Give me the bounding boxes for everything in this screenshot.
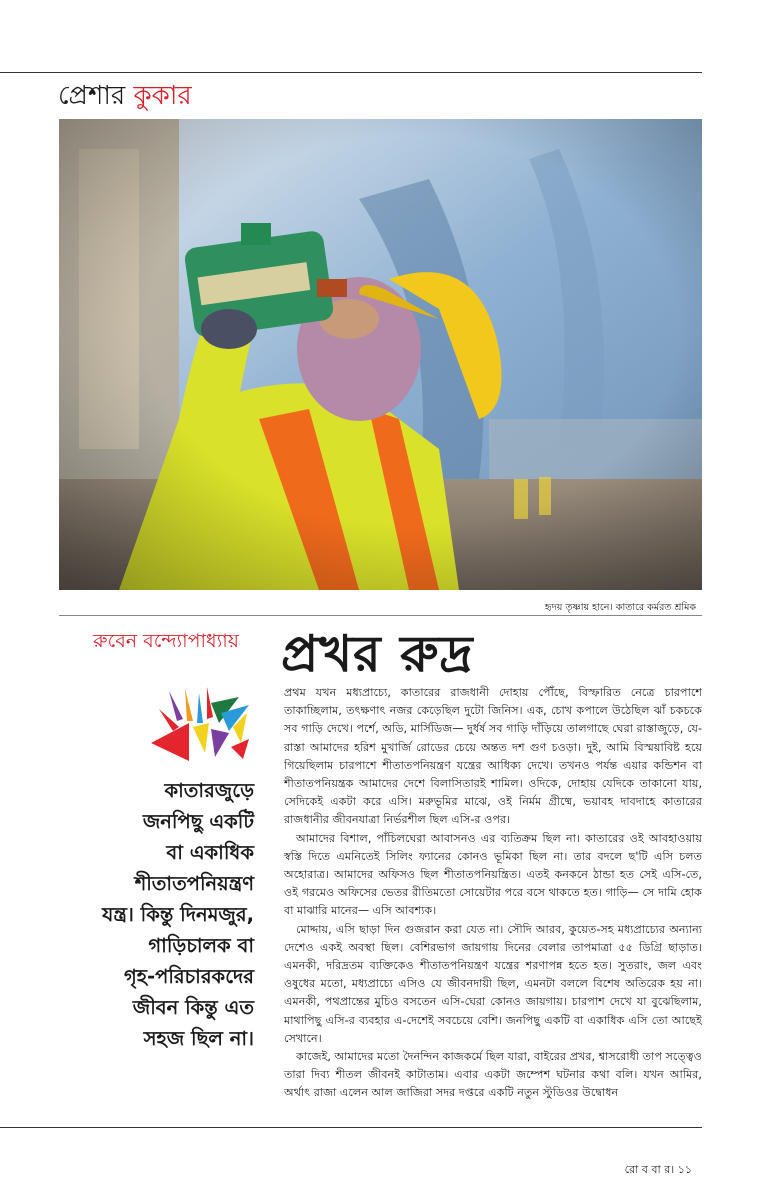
article-headline: প্রখর রুদ্র: [281, 625, 474, 683]
body-paragraph: আমাদের বিশাল, পাঁচিলঘেরা আবাসনও এর ব্যতিক্রম ছিল না। কাতারের ওই আবহাওয়ায় স্বস্তি দিতে এমনিতেই সিলিং ফ্যানের কোনও ভূমিকা ছিল না। তার বদলে ছ'টি এসি চলত অহোরাত্র। আমাদের অফিসও ছিল শীতাতপনিয়ন্ত্রিত। এতই কনকনে ঠান্ডা হত সেই এসি-তে, ওই গরমেও অফিসের ভেতর রীতিমতো সোয়েটার পরে বসে থাকতে হত। গাড়ি— সে দামি হোক বা মাঝারি মানের— এসি আবশ্যক।: [284, 831, 702, 918]
top-rule: [0, 72, 702, 73]
worker-photo: [59, 119, 702, 590]
pull-quote-line: যন্ত্র। কিন্তু দিনমজুর,: [102, 903, 254, 926]
pull-quote: [84, 775, 254, 1054]
pull-quote-line: সহজ ছিল না।: [143, 1027, 254, 1050]
section-title-part2: কুকার: [133, 81, 192, 111]
pull-quote-line: বা একাধিক: [166, 841, 254, 864]
body-paragraph: প্রথম যখন মধ্যপ্রাচ্যে, কাতারের রাজধানী দোহায় পৌঁছে, বিস্ফারিত নেত্রে চারপাশে তাকাচ্ছিলাম, তৎক্ষণাৎ নজর কেড়েছিল দুটো জিনিস। এক, চোখ কপালে উঠেছিল ঝাঁ চকচকে সব গাড়ি দেখে। পর্শে, অডি, মার্সিডিজ— দুর্ধর্ষ সব গাড়ি দাঁড়িয়ে তালগাছে ঘেরা রাস্তাজুড়ে, যে-রাস্তা আমাদের হরিশ মুখার্জি রোডের চেয়ে অন্তত দশ গুণ চওড়া। দুই, আমি বিস্ময়াবিষ্ট হয়ে গিয়েছিলাম চারপাশে শীতাতপনিয়ন্ত্রণ যন্ত্রের আধিক্য দেখে। তখনও পর্যন্ত এয়ার কন্ডিশন বা শীতাতপনিয়ন্ত্রক আমাদের দেশে বিলাসিতারই শামিল। ওদিকে, দোহায় যেদিকে তাকানো যায়, সেদিকেই একটা করে এসি। মরুভূমির মাঝে, ওই নির্মম গ্রীষ্মে, ভয়াবহ দাবদাহে কাতারের রাজধানীর জীবনযাত্রা নির্ভরশীল ছিল এসি-র ওপর।: [284, 686, 702, 827]
worker-drinking-illustration: [59, 119, 702, 590]
pull-quote-line: গৃহ-পরিচারকদের: [123, 965, 254, 988]
section-title: [58, 80, 192, 112]
burst-logo: [149, 683, 251, 761]
pull-quote-line: গাড়িচালক বা: [148, 934, 254, 957]
pull-quote-line: জীবন কিন্তু এত: [132, 996, 254, 1019]
pull-quote-line: শীতাতপনিয়ন্ত্রণ: [134, 872, 254, 895]
page-folio: রো ব বা র। ১১: [624, 1163, 692, 1176]
body-paragraph: কাজেই, আমাদের মতো দৈনন্দিন কাজকর্মে ছিল যারা, বাইরের প্রখর, শ্বাসরোধী তাপ সত্ত্বেও তারা দিব্য শীতল জীবনই কাটাতাম। এবার একটা জম্পেশ ঘটনার কথা বলি। যখন আমির, অর্থাৎ রাজা এলেন আল জাজিরা সদর দপ্তরে একটি নতুন স্টুডিওর উদ্বোধন: [284, 1050, 702, 1100]
bottom-rule: [0, 1127, 702, 1128]
pull-quote-line: কাতারজুড়ে: [164, 779, 254, 802]
author-byline: রুবেন বন্দ্যোপাধ্যায়: [93, 630, 239, 652]
photo-caption: হৃদয় তৃষ্ণায় হানে। কাতারে কর্মরত শ্রমিক: [544, 602, 696, 613]
article-body: [284, 684, 702, 1103]
burst-logo-icon: [149, 683, 251, 761]
section-title-part1: প্রেশার: [58, 81, 134, 111]
body-paragraph: মোদ্দায়, এসি ছাড়া দিন গুজরান করা যেত না। সৌদি আরব, কুয়েত-সহ মধ্যপ্রাচ্যের অন্যান্য দেশেও একই অবস্থা ছিল। বেশিরভাগ জায়গায় দিনের বেলার তাপমাত্রা ৫৫ ডিগ্রি ছাড়াত। এমনকী, দরিদ্রতম ব্যক্তিকেও শীতাতপনিয়ন্ত্রণ যন্ত্রের শরণাপন্ন হতে হত। সুতরাং, জল এবং ওষুধের মতো, মধ্যপ্রাচ্যে এসিও যে জীবনদায়ী ছিল, এমনটা বললে বিশেষ অতিরেক হয় না। এমনকী, পথপ্রান্তের মুচিও বসতেন এসি-ঘেরা কোনও জায়গায়। চারপাশ দেখে যা বুঝেছিলাম, মাথাপিছু এসি-র ব্যবহার এ-দেশেই সবচেয়ে বেশি। জনপিছু একটি বা একাধিক এসি তো আছেই সেখানে।: [284, 922, 702, 1045]
pull-quote-line: জনপিছু একটি: [142, 810, 254, 833]
